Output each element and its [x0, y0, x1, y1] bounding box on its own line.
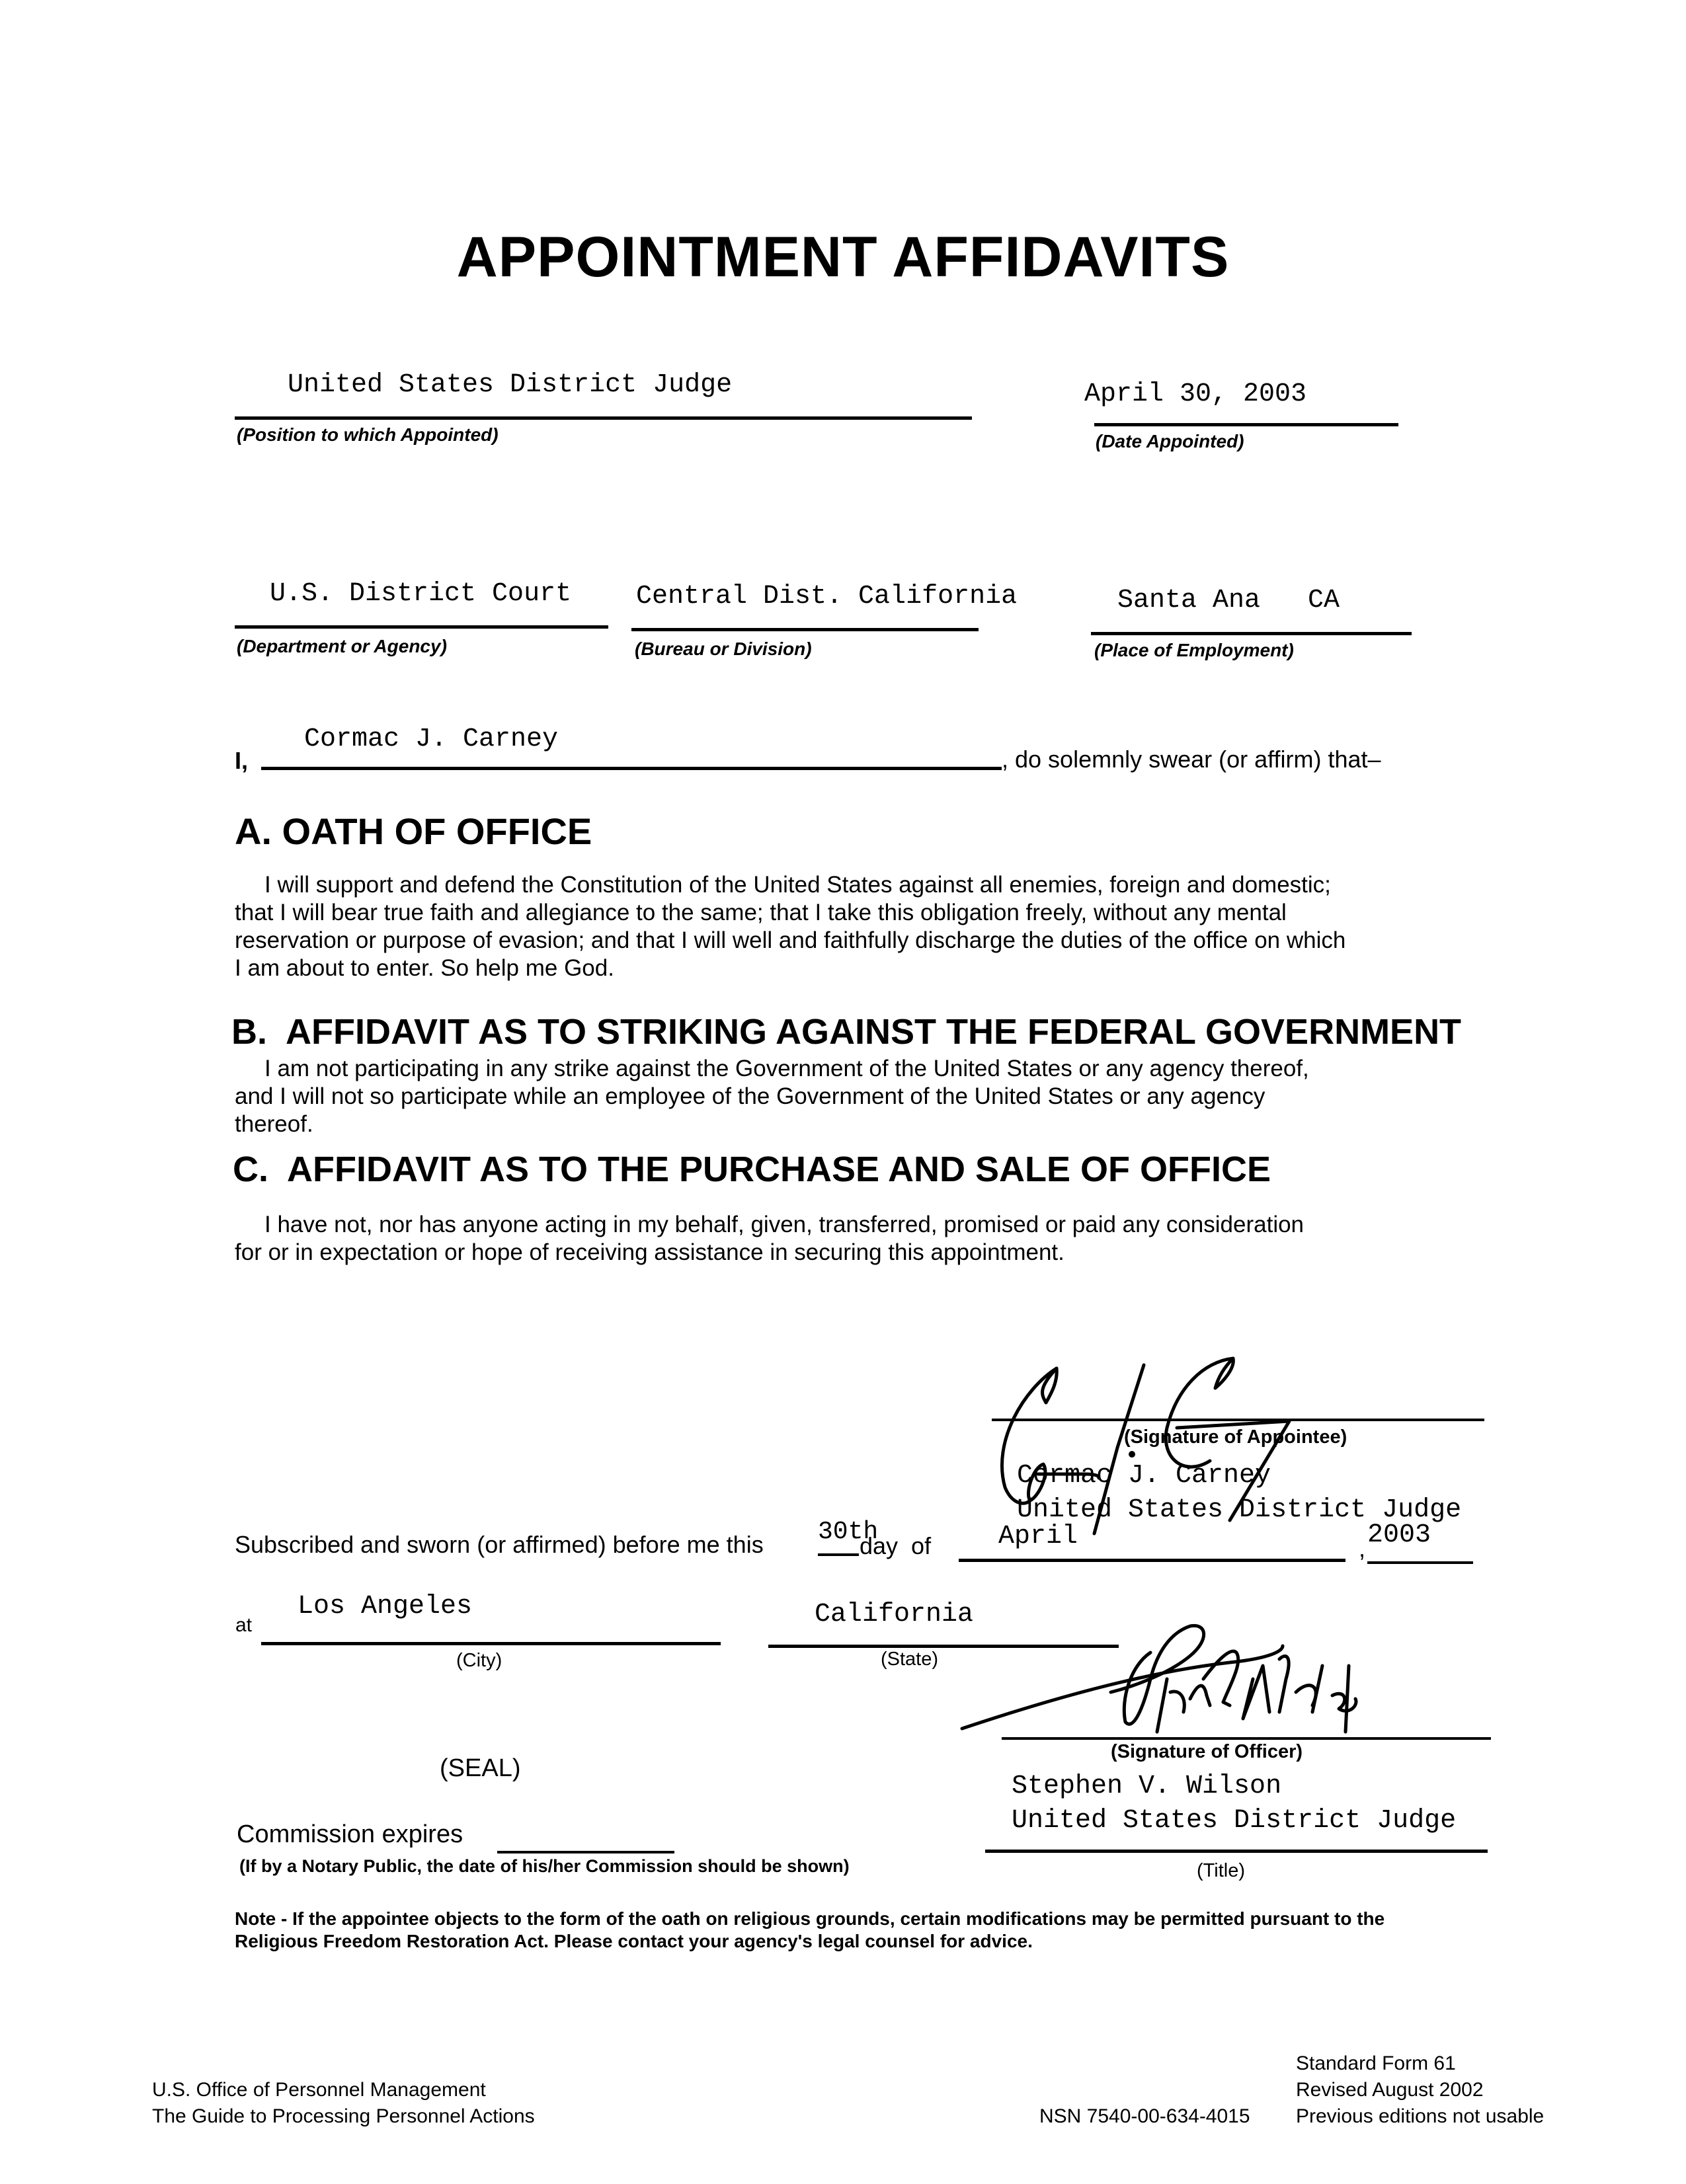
bureau-caption: (Bureau or Division) — [635, 639, 812, 659]
officer-title: United States District Judge — [1012, 1806, 1457, 1836]
section-c-text — [235, 1211, 1304, 1267]
note-line: Religious Freedom Restoration Act. Please contact your agency's legal counsel for advice. — [235, 1931, 1033, 1951]
oath-prefix: I, — [235, 747, 249, 774]
footer-right — [1296, 2050, 1544, 2130]
officer-title-caption: (Title) — [1197, 1860, 1246, 1881]
state-field[interactable]: California — [815, 1600, 974, 1629]
note-line: Note - If the appointee objects to the form of the oath on religious grounds, certain modifications may be permitted pursuant to the — [235, 1908, 1385, 1929]
department-caption: (Department or Agency) — [237, 636, 447, 656]
at-label: at — [235, 1614, 253, 1636]
signature-stroke — [1243, 1656, 1289, 1719]
commission-label: Commission expires — [237, 1820, 463, 1848]
sworn-month-field[interactable]: April — [998, 1522, 1078, 1551]
commission-note: (If by a Notary Public, the date of his/her Commission should be shown) — [239, 1856, 850, 1876]
sworn-day-underline — [818, 1553, 859, 1556]
signature-stroke — [1296, 1666, 1356, 1732]
signature-dot — [1129, 1451, 1135, 1458]
signature-stroke — [1111, 1625, 1204, 1724]
city-underline — [261, 1642, 721, 1645]
officer-name: Stephen V. Wilson — [1012, 1772, 1282, 1801]
position-caption: (Position to which Appointed) — [237, 424, 499, 445]
religious-note — [235, 1908, 1385, 1953]
city-caption: (City) — [456, 1650, 502, 1671]
date-underline — [1094, 423, 1398, 426]
appointee-title: United States District Judge — [1017, 1495, 1462, 1525]
date-caption: (Date Appointed) — [1096, 431, 1244, 451]
sworn-text: Subscribed and sworn (or affirmed) before me this — [235, 1531, 764, 1558]
section-a-line: I am about to enter. So help me God. — [235, 955, 614, 981]
officer-signature-line — [1002, 1737, 1491, 1740]
footer-form: Standard Form 61 — [1296, 2052, 1456, 2074]
sworn-comma: , — [1359, 1535, 1366, 1562]
footer-left — [152, 2077, 535, 2130]
section-a-heading: A. OATH OF OFFICE — [235, 810, 592, 852]
section-b-line: and I will not so participate while an employee of the Government of the United States or any agency — [235, 1083, 1265, 1109]
appointee-name-field[interactable]: Cormac J. Carney — [304, 724, 559, 754]
section-a-line: I will support and defend the Constitution of the United States against all enemies, foreign and domestic; — [264, 872, 1331, 898]
position-underline — [235, 416, 972, 420]
section-b-line: thereof. — [235, 1111, 313, 1137]
sworn-day-of: day of — [860, 1532, 932, 1559]
signature-stroke — [1166, 1358, 1233, 1467]
sworn-day-field[interactable]: 30th — [818, 1518, 879, 1546]
officer-title-underline — [985, 1850, 1488, 1853]
place-underline — [1091, 632, 1412, 635]
footer-previous: Previous editions not usable — [1296, 2105, 1545, 2127]
section-a-text — [235, 871, 1345, 982]
appointee-name-underline — [261, 767, 1002, 770]
position-field[interactable]: United States District Judge — [288, 370, 733, 400]
section-b-text — [235, 1055, 1309, 1138]
bureau-field[interactable]: Central Dist. California — [636, 582, 1018, 611]
section-b-line: I am not participating in any strike against the Government of the United States or any agency thereof, — [264, 1056, 1309, 1081]
state-caption: (State) — [881, 1649, 939, 1670]
department-underline — [235, 625, 608, 629]
sworn-year-underline — [1367, 1561, 1473, 1564]
sworn-month-underline — [959, 1559, 1345, 1562]
footer-revised: Revised August 2002 — [1296, 2079, 1484, 2101]
date-appointed-field[interactable]: April 30, 2003 — [1084, 379, 1307, 409]
oath-suffix: , do solemnly swear (or affirm) that– — [1002, 746, 1381, 773]
place-field[interactable]: Santa Ana CA — [1117, 586, 1340, 615]
department-field[interactable]: U.S. District Court — [270, 579, 572, 609]
section-c-heading: C. AFFIDAVIT AS TO THE PURCHASE AND SALE OF OFFICE — [233, 1150, 1271, 1189]
appointee-signature-line — [992, 1419, 1484, 1421]
city-field[interactable]: Los Angeles — [298, 1592, 473, 1621]
footer-nsn: NSN 7540-00-634-4015 — [1039, 2105, 1250, 2127]
place-caption: (Place of Employment) — [1094, 640, 1294, 660]
signature-stroke — [962, 1646, 1283, 1729]
section-a-line: that I will bear true faith and allegiance to the same; that I take this obligation freely, without any mental — [235, 900, 1287, 925]
officer-signature-caption: (Signature of Officer) — [1111, 1741, 1303, 1762]
footer-guide: The Guide to Processing Personnel Actions — [152, 2105, 535, 2127]
section-b-heading: B. AFFIDAVIT AS TO STRIKING AGAINST THE FEDERAL GOVERNMENT — [231, 1012, 1462, 1052]
officer-signature — [952, 1626, 1494, 1732]
section-c-line: for or in expectation or hope of receiving assistance in securing this appointment. — [235, 1239, 1064, 1265]
section-a-line: reservation or purpose of evasion; and that I will well and faithfully discharge the duties of the office on which — [235, 927, 1346, 953]
bureau-underline — [631, 628, 979, 631]
appointee-name: Cormac J. Carney — [1017, 1461, 1271, 1491]
footer-agency: U.S. Office of Personnel Management — [152, 2079, 486, 2101]
sworn-year-field[interactable]: 2003 — [1367, 1520, 1431, 1550]
appointee-signature-caption: (Signature of Appointee) — [1124, 1426, 1347, 1448]
section-c-line: I have not, nor has anyone acting in my behalf, given, transferred, promised or paid any consideration — [264, 1212, 1305, 1237]
seal-label: (SEAL) — [440, 1754, 521, 1782]
document-title: APPOINTMENT AFFIDAVITS — [456, 225, 1230, 289]
commission-underline[interactable] — [497, 1851, 674, 1853]
